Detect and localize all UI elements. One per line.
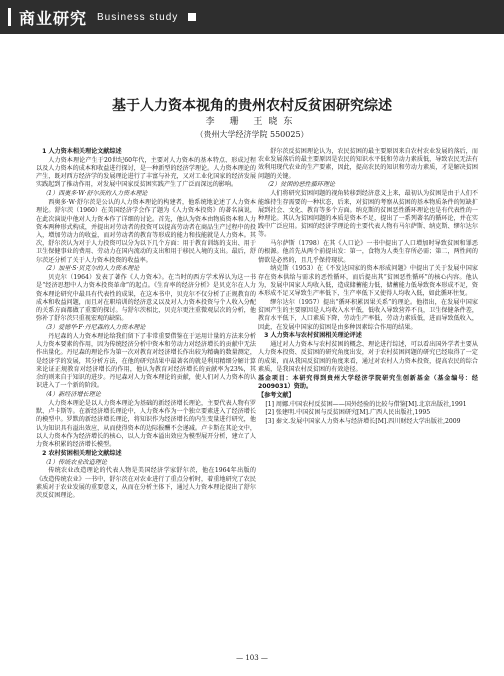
article-affiliation: （贵州大学经济学院 550025） — [195, 130, 309, 139]
section-heading: 2 农村贫困相关理论文献综述 — [42, 449, 122, 457]
left-column — [36, 148, 256, 501]
subsection-heading: （4）新经济增长理论 — [42, 391, 101, 399]
paragraph: 人力资本理论产生于20世纪60年代，主要对人力资本的基本特点、形成过程以及人力资本的成本和收益进行探讨，是一种新型的经济学理论。人力资本理论的产生，既对西方经济学的发展理论进行了丰富与补充，又对工业化国家的经济发展实践起到了推动作用，对发展中国家反贫困实践产生了广泛而深远的影响。 — [36, 156, 256, 189]
header-band — [0, 0, 504, 34]
journal-section-title: 商业研究 — [19, 8, 88, 28]
subsection-heading: （2）贫困的恶性循环理论 — [264, 181, 336, 189]
note: 【参考文献】 — [258, 391, 295, 399]
note: 基金项目：本研究得到贵州大学经济学院研究生创新基金（基金编号：经2009031）资助。 — [258, 374, 478, 390]
subsection-heading: （1）西奥多·W·舒尔茨的人力资本理论 — [42, 190, 148, 198]
article-title: 基于人力资本视角的贵州农村反贫困研究综述 — [112, 98, 392, 114]
section-heading: 3 人力资本与农村贫困相关理论评述 — [264, 332, 362, 340]
page-number: — 103 — — [236, 654, 268, 662]
paragraph: 西奥多·W·舒尔茨是公认的人力资本理论的构建者，他系统地论述了人力资本理论。舒尔茨（1960）在美国经济学会作了题为《人力资本投资》的著名演说，在此次演说中他对人力资本作了详细的讨论。首先，他认为资本由物质资本和人力资本两种形式构成，并提出对劳动者的投资可以提高劳动者在商品生产过程中的投入，增加劳动力的收益，而对劳动者的教育等形成的能力和技能就是人力资本。其次，舒尔茨认为对于人力投资可以分为以下几个方面：用于教育训练的支出、用于卫生保健事业的费用、劳动力在国内流动的支出和用于移民入境的支出。最后，舒尔茨还分析了关于人力资本投资的收益率。 — [36, 199, 256, 264]
header-bar-mark — [8, 8, 11, 26]
paragraph: 马尔萨斯（1798）在其《人口论》一书中提出了人口增加时导致贫困和罪恶的根源。他首先从两个前提出发：第一，食物为人类生存所必需；第二，两性间的情欲是必然的，且几乎保持现状。 — [258, 240, 478, 264]
journal-section-subtitle: Business study — [97, 11, 179, 23]
paragraph: 人们将研究贫困问题的视角转移到经济意义上来，最初认为贫困是由于人们不能维持生存需要的一种状态，后来，对贫困的考察从贫困的基本物质条件的短缺扩展到社会、文化、教育等多个方面。纳克斯的贫困恶性循环理论也是有代表性的一种理论。其认为贫困问题的本质是资本不足，提出了一系列著名的循环论，并在实践中广泛应用。贫困的经济学理论的主要代表人物有马尔萨斯、纳克斯、缪尔达尔等。 — [258, 190, 478, 239]
paragraph: 缪尔达尔（1957）提出“循环积累因果关系”的理论。他指出，在发展中国家贫困产生的主要原因是人均收入水平低，低收入导致营养不良，卫生保健条件差，教育水平低下，人口素质下降，劳动生产率低，劳动力素质低，进而导致低收入，因此，在发展中国家的贫困是由多种因素综合作用的结果。 — [258, 298, 478, 331]
paragraph: 通过对人力资本与农村贫困的概念、理论进行综述，可以看出国外学者主要从人力资本投资、反贫困的研究角度出发，对于农村贫困问题的研究已经取得了一定的成果，而从我国反贫困的角度来看，通过对农村人力资本投资，提高农民的综合素质，是我国农村反贫困的有效途径。 — [258, 341, 478, 373]
right-column — [258, 148, 478, 427]
paragraph: 舒尔茨反贫困理论认为，农民贫困的最主要原因来自农村农业发展的落后，而农业发展落后的最主要原因是农民的知识水平低和劳动力素质低，导致农民无法有效利用现代农业的生产要素，因此，提高农民的知识和劳动力素质，才是解决贫困问题的关键。 — [258, 148, 478, 180]
section-heading: 1 人力资本相关理论文献综述 — [42, 148, 122, 155]
subsection-heading: （3）爱德华·F·丹尼森的人力资本理论 — [42, 324, 146, 332]
header-square-mark — [188, 13, 196, 21]
paragraph: 丹尼森的人力资本理论给我们留下了非常重要借鉴在于运用计量的方法来分析人力资本要素的作用，因为传统经济分析中资本和劳动力对经济增长的贡献中无法作出量化。丹尼森的理论作为第一次对教育对经济增长作出较为精确的数量测定，是经济学的发展，其分析方法，在他的研究结果中最著名的就是利用精细分解计算来论证正规教育对经济增长的作用，他认为教育对经济增长的贡献率为23%，其余的则来自于知识的进步。丹尼森对人力资本理论的贡献，使人们对人力资本的认识进入了一个新的阶段。 — [36, 332, 256, 390]
subsection-heading: （1）传统农业改造理论 — [42, 458, 107, 466]
reference-item: [2] 张建明.中国贫困与反贫困研究[M].广西人民出版社,1995 — [265, 409, 431, 417]
paragraph: 贝克尔（1964）发表了著作《人力资本》。在当时的西方学术界认为这一书是“经济思想中人力资本投资革命”的起点。《生育率的经济分析》是贝克尔在人力资本理论研究中最具有代表性的成果，在这本书中，贝克尔不仅分析了正规教育的成本和收益问题，而且对在职培训的经济意义以及对人力资本投资与个人收入分配的关系方面都做了重要的探讨。与舒尔茨相比，贝克尔更注重微观层次的分析，他弥补了舒尔茨只重视宏观的缺陷。 — [36, 274, 256, 323]
reference-item: [1] 周娜.中国农村反贫困——国外经验的比较与借鉴[M].北京出版社,1991 — [265, 400, 467, 408]
paragraph: 传统农业改造理论的代表人物是美国经济学家舒尔茨，他在1964年出版的《改造传统农业》一书中，舒尔茨在对农业进行了重点分析时，着重地研究了农民素质对于农业发展的重要意义，从而在分析主体下，通过人力资本理论提出了舒尔茨反贫困理论。 — [36, 467, 256, 500]
reference-item: [3] 秦文.发展中国家人力资本与经济增长[M].四川财经大学出版社,2009 — [265, 418, 461, 426]
paragraph: 纳克斯（1953）在《不发达国家的资本形成问题》中提出了关于发展中国家存在资本供给与需求的恶性循环，而后提出其“贫困恶性循环”的核心内容。他认为，发展中国家人均收入低，造成储蓄能力低，储蓄能力低导致资本形成不足，资本形成不足又导致生产率低下，生产率低下又使得人均收入低，如此循环往复。 — [258, 265, 478, 298]
article-authors: 李 珊 王晓东 — [205, 117, 299, 127]
subsection-heading: （2）加里·S·贝克尔的人力资本理论 — [42, 265, 140, 273]
paragraph: 人力资本理论是以人力资本理论为基础的新经济增长理论，主要代表人物有罗默、卢卡斯等。在新经济增长理论中，人力资本作为一个独立要素进入了经济增长的模型中。罗默的新经济增长理论，将知识作为经济增长的内生变量进行研究，他认为知识具有溢出效应，从而使得资本的边际报酬不会递减。卢卡斯在其论文中，以人力资本作为经济增长的核心，以人力资本溢出效应为模型展开分析，建立了人力资本积累的经济增长模型。 — [36, 399, 256, 448]
